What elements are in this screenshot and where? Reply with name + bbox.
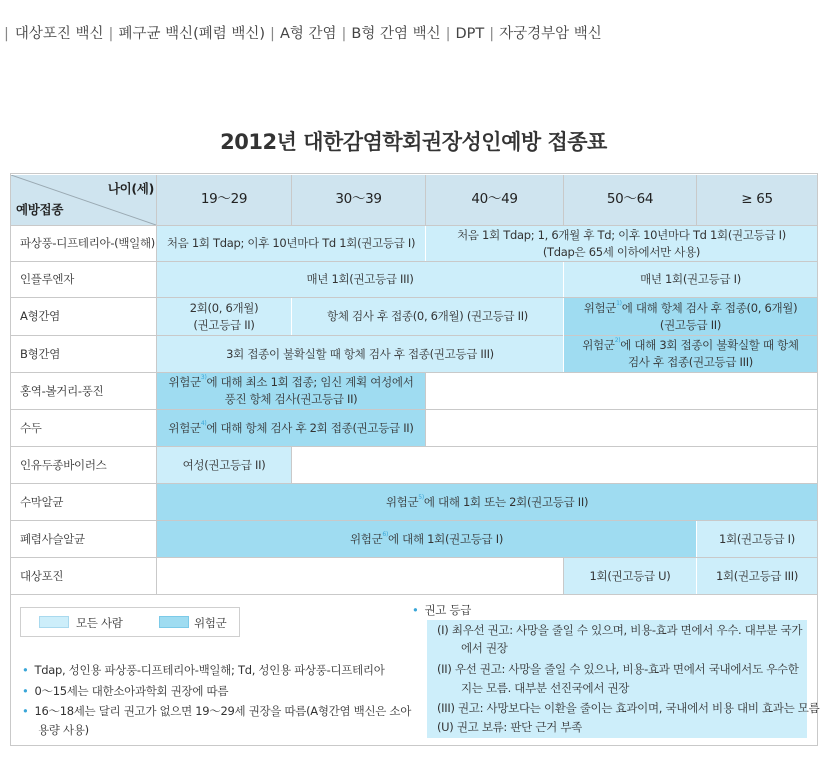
schedule-cell <box>564 298 817 335</box>
schedule-cell <box>157 373 425 409</box>
footnote-marker: 3) <box>200 374 207 382</box>
grade-line: (U) 권고 보류: 판단 근거 부족 <box>437 720 582 734</box>
row-label: 폐렴사슬알균 <box>20 531 85 546</box>
column-header: 50～64 <box>564 175 696 225</box>
grid-line <box>291 175 292 225</box>
legend-swatch-all <box>39 616 69 628</box>
schedule-text: 에 대해 최소 1회 접종; 임신 계획 여성에서 <box>206 375 414 390</box>
schedule-text: 에 대해 3회 접종이 불확실할 때 항체 <box>620 338 799 353</box>
schedule-text <box>386 494 588 511</box>
grid-line <box>11 261 817 262</box>
footnote-text: 0～15세는 대한소아과학회 권장에 따름 <box>34 684 229 698</box>
page-title: 2012년 대한감염학회권장성인예방 접종표 <box>220 130 607 154</box>
footnote-text: 16～18세는 달리 권고가 없으면 19～29세 권장을 따름(A형간염 백신은 소아 <box>34 704 412 718</box>
nav-separator: | <box>4 26 9 42</box>
schedule-cell <box>157 410 425 446</box>
grid-line <box>425 373 426 446</box>
nav-link-hepatitis-b[interactable]: B형 간염 백신 <box>351 26 441 42</box>
schedule-text <box>168 374 413 391</box>
risk-group-text: 위험군 <box>168 375 201 390</box>
bullet-icon: • <box>22 704 29 718</box>
footnote-marker: 4) <box>200 419 207 427</box>
cell-divider <box>291 298 292 335</box>
schedule-cell: 매년 1회(권고등급 I) <box>564 262 817 297</box>
grid-line <box>425 175 426 225</box>
grid-line <box>563 558 564 594</box>
footnote-marker: 6) <box>382 530 388 538</box>
grid-line <box>11 594 817 595</box>
grid-line <box>156 175 157 594</box>
row-label: 인유두종바이러스 <box>20 457 107 472</box>
grade-title <box>412 602 471 618</box>
schedule-text: (권고등급 II) <box>659 317 722 332</box>
cell-divider <box>563 262 564 297</box>
grid-line <box>563 175 564 225</box>
bullet-icon: • <box>412 603 419 617</box>
grid-line <box>11 483 817 484</box>
schedule-text: (Tdap은 65세 이하에서만 사용) <box>542 244 701 259</box>
nav-link-hepatitis-a[interactable]: A형 간염 <box>279 26 337 42</box>
grid-line <box>11 372 817 373</box>
grade-line: 에서 권장 <box>461 641 508 655</box>
schedule-text <box>168 420 413 437</box>
column-header: 19～29 <box>157 175 291 225</box>
schedule-text: 처음 1회 Tdap; 1, 6개월 후 Td; 이후 10년마다 Td 1회(권고등급 I) <box>457 227 786 242</box>
grade-line: 지는 모름. 대부분 선진국에서 권장 <box>461 681 630 695</box>
column-header: 40～49 <box>426 175 563 225</box>
footnote-marker: 2) <box>614 337 621 345</box>
grade-line: (II) 우선 권고: 사망을 줄일 수 있으나, 비용-효과 면에서 국내에서도 우수한 <box>437 662 799 676</box>
row-label: 홍역-볼거리-풍진 <box>20 383 104 398</box>
schedule-text: 풍진 항체 검사(권고등급 II) <box>224 392 358 406</box>
legend <box>20 607 240 637</box>
cell-divider <box>696 558 697 594</box>
schedule-cell <box>157 521 696 557</box>
schedule-text: 에 대해 항체 검사 후 2회 접종(권고등급 II) <box>206 420 414 435</box>
grid-line <box>11 297 817 298</box>
schedule-text: 에 대해 1회(권고등급 I) <box>387 531 504 546</box>
footnote-text: Tdap, 성인용 파상풍-디프테리아-백일해; Td, 성인용 파상풍-디프테리아 <box>34 663 385 677</box>
cell-divider <box>696 521 697 557</box>
grade-title-text: 권고 등급 <box>424 603 472 617</box>
schedule-cell <box>157 298 291 335</box>
schedule-text <box>584 300 798 317</box>
legend-label-all: 모든 사람 <box>76 616 123 630</box>
grade-line: (III) 권고: 사망보다는 이환을 줄이는 효과이며, 국내에서 비용 대비 효과는 모름 <box>437 701 820 715</box>
risk-group-text: 위험군 <box>349 531 383 546</box>
schedule-text: 에 대해 항체 검사 후 접종(0, 6개월) <box>621 300 798 315</box>
row-label: B형간염 <box>20 346 61 361</box>
legend-swatch-risk <box>159 616 189 628</box>
nav-separator: | <box>108 26 114 42</box>
schedule-cell <box>157 484 817 520</box>
schedule-text <box>582 337 798 354</box>
bullet-icon: • <box>22 663 29 677</box>
risk-group-text: 위험군 <box>582 338 615 353</box>
row-label: 대상포진 <box>20 568 64 583</box>
schedule-cell: 1회(권고등급 III) <box>697 558 817 594</box>
risk-group-text: 위험군 <box>168 420 201 435</box>
footnote <box>22 662 385 678</box>
row-label: 파상풍-디프테리아-(백일해) <box>20 236 155 251</box>
schedule-cell: 항체 검사 후 접종(0, 6개월) (권고등급 II) <box>292 298 563 335</box>
grid-line <box>11 335 817 336</box>
cell-divider <box>425 226 426 261</box>
cell-divider <box>563 298 564 372</box>
footnote <box>22 683 228 699</box>
corner-age-label: 나이(세) <box>107 180 154 196</box>
row-label: 수막알균 <box>20 494 64 509</box>
schedule-cell: 3회 접종이 불확실할 때 항체 검사 후 접종(권고등급 III) <box>157 336 563 372</box>
schedule-cell: 1회(권고등급 U) <box>564 558 696 594</box>
schedule-cell <box>426 226 817 261</box>
column-header: ≥ 65 <box>697 175 817 225</box>
schedule-cell: 처음 1회 Tdap; 이후 10년마다 Td 1회(권고등급 I) <box>157 226 425 261</box>
grid-line <box>11 409 817 410</box>
grid-line <box>696 175 697 225</box>
vaccine-nav <box>0 22 827 46</box>
schedule-text: 2회(0, 6개월) <box>189 300 259 315</box>
nav-separator: | <box>445 26 451 42</box>
row-label: 인플루엔자 <box>20 272 75 287</box>
schedule-cell: 1회(권고등급 I) <box>697 521 817 557</box>
nav-link-dpt[interactable]: DPT <box>455 26 485 42</box>
bullet-icon: • <box>22 684 29 698</box>
footnote <box>22 703 411 719</box>
schedule-text <box>350 531 503 548</box>
nav-link-pneumococcal[interactable]: 폐구균 백신(폐렴 백신) <box>118 26 266 42</box>
grid-line <box>11 446 817 447</box>
schedule-cell <box>564 336 817 372</box>
corner-vaccine-label: 예방접종 <box>16 201 64 217</box>
nav-separator: | <box>341 26 347 42</box>
footnote-marker: 5) <box>418 493 424 501</box>
footnote-marker: 1) <box>616 299 622 307</box>
grid-line <box>291 447 292 483</box>
footnote: 용량 사용) <box>38 723 89 737</box>
risk-group-text: 위험군 <box>385 494 419 509</box>
schedule-cell: 여성(권고등급 II) <box>157 447 291 483</box>
risk-group-text: 위험군 <box>583 300 617 315</box>
grade-line: (I) 최우선 권고: 사망을 줄일 수 있으며, 비용-효과 면에서 우수. 대부분 국가 <box>437 623 803 637</box>
schedule-cell: 매년 1회(권고등급 III) <box>157 262 563 297</box>
nav-separator: | <box>489 26 495 42</box>
legend-label-risk: 위험군 <box>194 616 227 630</box>
nav-link-hpv[interactable]: 자궁경부암 백신 <box>499 26 602 42</box>
nav-separator: | <box>270 26 275 42</box>
schedule-text: 검사 후 접종(권고등급 III) <box>628 355 753 369</box>
schedule-text: 에 대해 1회 또는 2회(권고등급 II) <box>423 494 589 509</box>
row-label: 수두 <box>20 420 42 435</box>
grid-line <box>11 225 817 226</box>
schedule-text: (권고등급 II) <box>193 317 255 332</box>
column-header: 30～39 <box>292 175 425 225</box>
nav-link-shingles[interactable]: 대상포진 백신 <box>14 26 104 42</box>
row-label: A형간염 <box>20 309 60 324</box>
